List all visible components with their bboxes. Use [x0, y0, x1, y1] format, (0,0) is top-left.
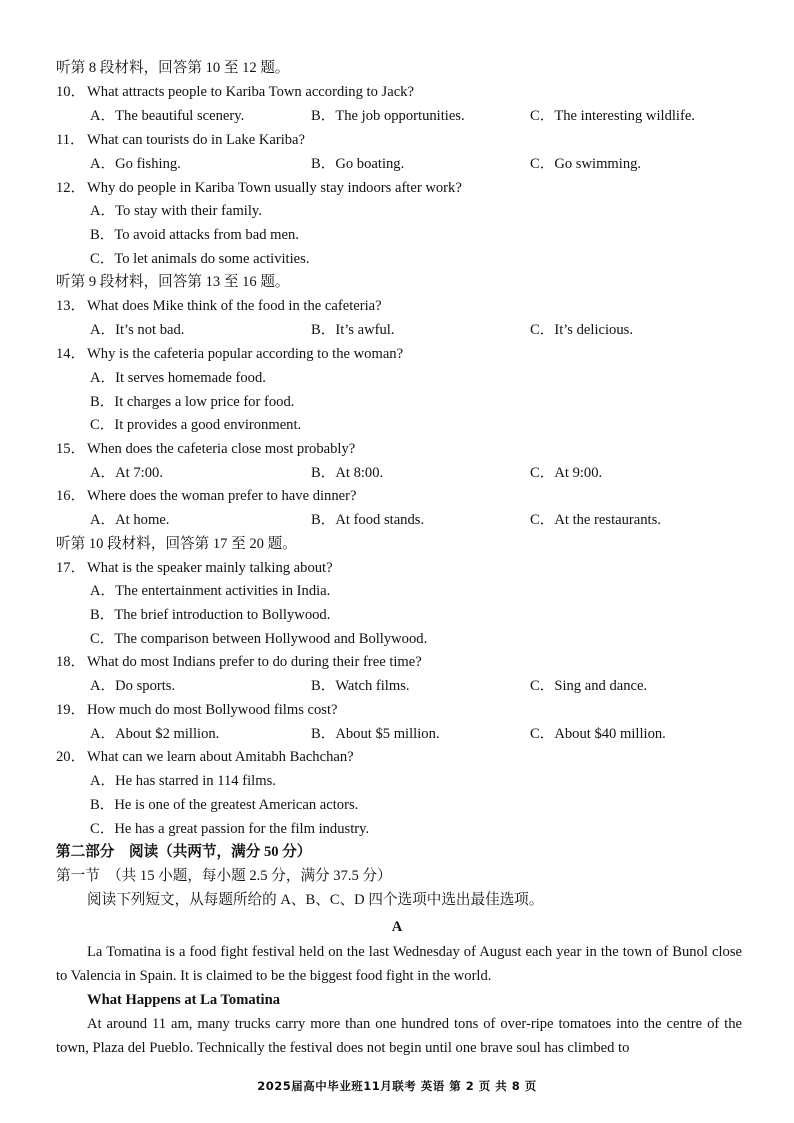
question-13 [0, 296, 794, 316]
option-b: B．He is one of the greatest American actors. [90, 797, 359, 813]
question-number: 11． [56, 132, 85, 148]
option-c: C．Go swimming. [530, 156, 642, 172]
option-a: A．The beautiful scenery. [90, 108, 245, 124]
question-text: What can we learn about Amitabh Bachchan? [87, 749, 354, 765]
option-b: B．The job opportunities. [311, 108, 465, 124]
option-a: A．It serves homemade food. [90, 370, 266, 386]
option-b: B．About $5 million. [311, 726, 440, 742]
option-c: C．Sing and dance. [530, 678, 648, 694]
option-b: B．At food stands. [311, 512, 425, 528]
option-a: A．At home. [90, 512, 170, 528]
question-18-options [0, 676, 794, 696]
question-number: 12． [56, 180, 86, 196]
option-b: B．It’s awful. [311, 322, 395, 338]
option-a: A．At 7:00. [90, 465, 163, 481]
question-11-options [0, 154, 794, 174]
option-c: C．To let animals do some activities. [90, 251, 310, 267]
question-text: When does the cafeteria close most probably? [87, 441, 356, 457]
question-16 [0, 486, 794, 506]
option-c: C．It provides a good environment. [90, 417, 302, 433]
question-15-options [0, 463, 794, 483]
passage-paragraph-1: La Tomatina is a food fight festival held on the last Wednesday of August each year in the town of Bunol close to Valencia in Spain. It is claimed to be the biggest food fight in the world. [56, 944, 742, 984]
question-12 [0, 178, 794, 198]
option-c: C．It’s delicious. [530, 322, 633, 338]
reading-instruction: 阅读下列短文，从每题所给的 A、B、C、D 四个选项中选出最佳选项。 [87, 892, 544, 908]
option-b: B．To avoid attacks from bad men. [90, 227, 299, 243]
option-c: C．About $40 million. [530, 726, 666, 742]
question-number: 20． [56, 749, 86, 765]
option-a: A．The entertainment activities in India. [90, 583, 331, 599]
question-number: 13． [56, 298, 86, 314]
page-footer: 2025届高中毕业班11月联考 英语 第 2 页 共 8 页 [257, 1079, 537, 1093]
question-11 [0, 130, 794, 150]
option-c: C．At 9:00. [530, 465, 603, 481]
question-17 [0, 558, 794, 578]
option-b: B．Go boating. [311, 156, 405, 172]
question-16-options [0, 510, 794, 530]
option-c: C．At the restaurants. [530, 512, 661, 528]
option-b: B．The brief introduction to Bollywood. [90, 607, 331, 623]
question-18 [0, 652, 794, 672]
option-a: A．Go fishing. [90, 156, 181, 172]
passage-paragraph-2: At around 11 am, many trucks carry more than one hundred tons of over-ripe tomatoes into the centre of the town, Plaza del Pueblo. Technically the festival does not begin until one brave soul has climbed to [56, 1016, 742, 1056]
section-8-instruction: 听第 8 段材料，回答第 10 至 12 题。 [56, 60, 290, 76]
question-14 [0, 344, 794, 364]
question-20 [0, 747, 794, 767]
question-text: Why is the cafeteria popular according to the woman? [87, 346, 404, 362]
option-b: B．It charges a low price for food. [90, 394, 295, 410]
section-9-instruction: 听第 9 段材料，回答第 13 至 16 题。 [56, 274, 290, 290]
passage-subheading: What Happens at La Tomatina [87, 992, 281, 1008]
passage-letter: A [391, 919, 403, 935]
question-text: What does Mike think of the food in the cafeteria? [87, 298, 382, 314]
question-number: 18． [56, 654, 86, 670]
section1-heading: 第一节 （共 15 小题，每小题 2.5 分，满分 37.5 分） [56, 868, 392, 884]
option-c: C．The comparison between Hollywood and Bollywood. [90, 631, 428, 647]
question-text: How much do most Bollywood films cost? [87, 702, 338, 718]
question-number: 19． [56, 702, 86, 718]
question-number: 16． [56, 488, 86, 504]
option-c: C．He has a great passion for the film industry. [90, 821, 370, 837]
option-a: A．About $2 million. [90, 726, 220, 742]
question-13-options [0, 320, 794, 340]
option-a: A．It’s not bad. [90, 322, 185, 338]
question-19 [0, 700, 794, 720]
question-text: What can tourists do in Lake Kariba? [87, 132, 306, 148]
option-a: A．To stay with their family. [90, 203, 262, 219]
option-a: A．He has starred in 114 films. [90, 773, 276, 789]
question-text: What is the speaker mainly talking about? [87, 560, 333, 576]
question-number: 14． [56, 346, 86, 362]
question-text: Where does the woman prefer to have dinner? [87, 488, 357, 504]
part2-heading: 第二部分 阅读（共两节，满分 50 分） [56, 844, 312, 860]
option-c: C．The interesting wildlife. [530, 108, 695, 124]
question-number: 17． [56, 560, 86, 576]
section-10-instruction: 听第 10 段材料，回答第 17 至 20 题。 [56, 536, 297, 552]
question-number: 10． [56, 84, 86, 100]
question-15 [0, 439, 794, 459]
option-a: A．Do sports. [90, 678, 176, 694]
question-10 [0, 82, 794, 102]
option-b: B．At 8:00. [311, 465, 384, 481]
question-number: 15． [56, 441, 86, 457]
question-text: What do most Indians prefer to do during their free time? [87, 654, 422, 670]
question-10-options [0, 106, 794, 126]
question-text: Why do people in Kariba Town usually stay indoors after work? [87, 180, 462, 196]
question-19-options [0, 724, 794, 744]
question-text: What attracts people to Kariba Town according to Jack? [87, 84, 414, 100]
option-b: B．Watch films. [311, 678, 410, 694]
